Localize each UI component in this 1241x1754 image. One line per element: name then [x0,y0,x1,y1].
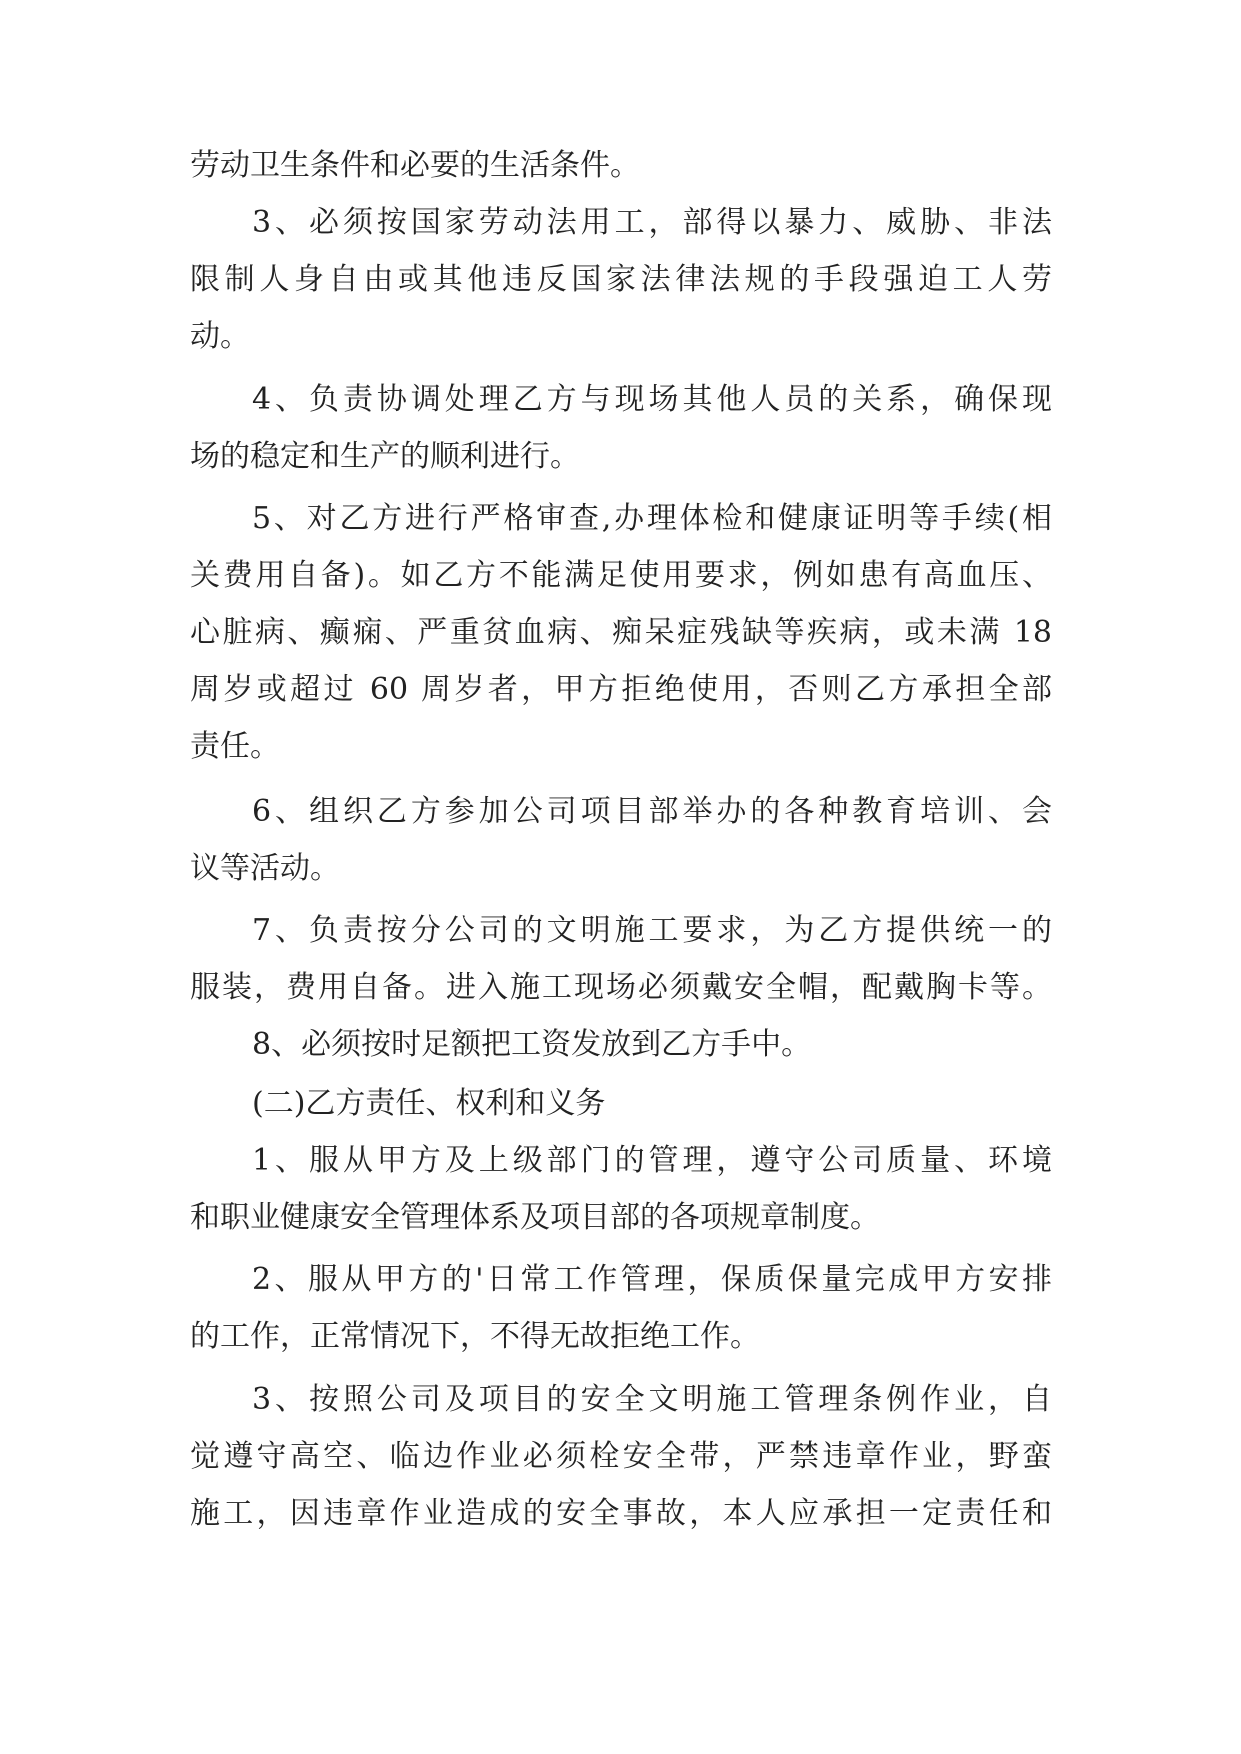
text-line: 周岁或超过 60 周岁者，甲方拒绝使用，否则乙方承担全部 [190,672,1052,707]
text-line: 劳动卫生条件和必要的生活条件。 [190,148,640,183]
section-heading: (二)乙方责任、权利和义务 [252,1086,606,1121]
text-line: 议等活动。 [190,851,340,886]
text-line: 场的稳定和生产的顺利进行。 [190,439,580,474]
text-line: 的工作，正常情况下，不得无故拒绝工作。 [190,1319,760,1354]
text-line: 和职业健康安全管理体系及项目部的各项规章制度。 [190,1200,880,1235]
text-line: 3、必须按国家劳动法用工，部得以暴力、威胁、非法 [252,205,1052,240]
text-line: 2、服从甲方的'日常工作管理，保质保量完成甲方安排 [252,1262,1052,1297]
text-line: 3、按照公司及项目的安全文明施工管理条例作业，自 [252,1382,1052,1417]
text-line: 7、负责按分公司的文明施工要求，为乙方提供统一的 [252,913,1052,948]
text-line: 1、服从甲方及上级部门的管理，遵守公司质量、环境 [252,1143,1052,1178]
text-line: 施工，因违章作业造成的安全事故，本人应承担一定责任和 [190,1496,1052,1531]
text-line: 5、对乙方进行严格审查,办理体检和健康证明等手续(相 [252,501,1052,536]
text-line: 动。 [190,319,250,354]
text-line: 心脏病、癫痫、严重贫血病、痴呆症残缺等疾病，或未满 18 [190,615,1052,650]
text-line: 8、必须按时足额把工资发放到乙方手中。 [252,1027,812,1062]
text-line: 觉遵守高空、临边作业必须栓安全带，严禁违章作业，野蛮 [190,1439,1052,1474]
text-line: 6、组织乙方参加公司项目部举办的各种教育培训、会 [252,794,1052,829]
text-line: 4、负责协调处理乙方与现场其他人员的关系，确保现 [252,382,1052,417]
text-line: 关费用自备)。如乙方不能满足使用要求，例如患有高血压、 [190,558,1052,593]
text-line: 服装，费用自备。进入施工现场必须戴安全帽，配戴胸卡等。 [190,970,1052,1005]
text-line: 责任。 [190,729,280,764]
text-line: 限制人身自由或其他违反国家法律法规的手段强迫工人劳 [190,262,1052,297]
